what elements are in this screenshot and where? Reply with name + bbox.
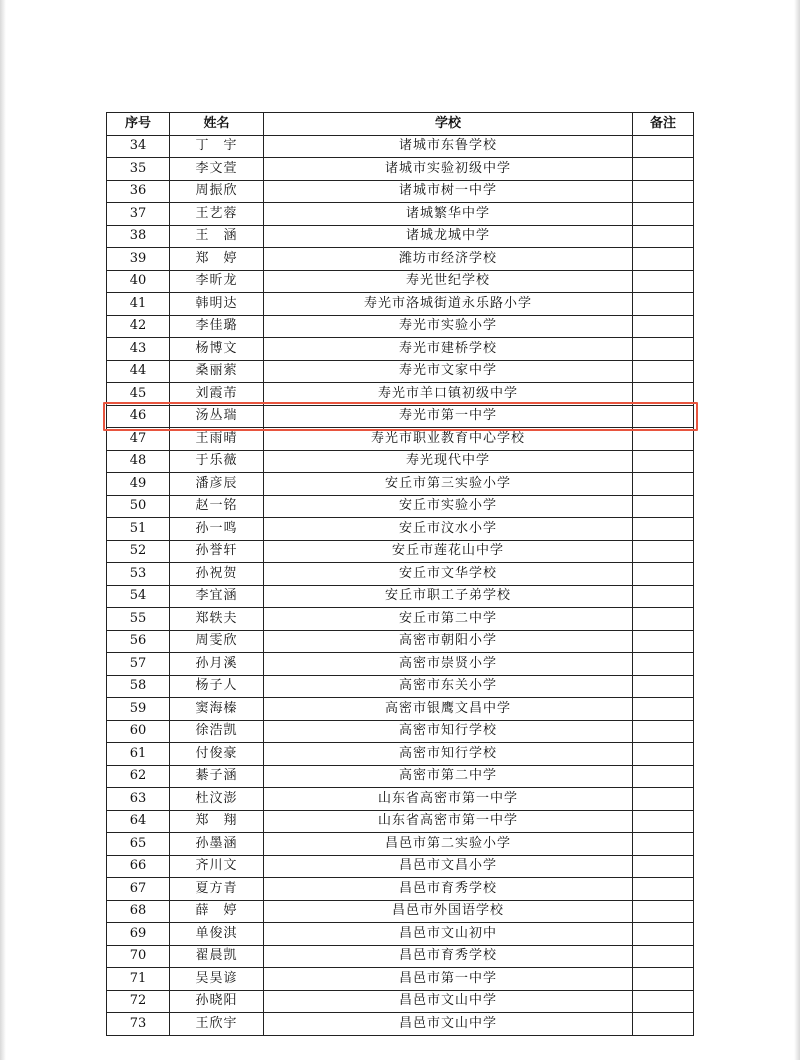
row-note <box>633 698 694 721</box>
row-note <box>633 878 694 901</box>
row-no: 35 <box>107 158 170 181</box>
row-school: 山东省高密市第一中学 <box>264 788 633 811</box>
row-note <box>633 743 694 766</box>
row-note <box>633 855 694 878</box>
row-note <box>633 360 694 383</box>
row-name: 窦海榛 <box>170 698 264 721</box>
row-note <box>633 473 694 496</box>
row-school: 安丘市职工子弟学校 <box>264 585 633 608</box>
row-note <box>633 180 694 203</box>
table-row <box>107 923 694 946</box>
row-note <box>633 833 694 856</box>
table-row <box>107 900 694 923</box>
row-name: 潘彦辰 <box>170 473 264 496</box>
row-school: 安丘市第二中学 <box>264 608 633 631</box>
row-note <box>633 1013 694 1036</box>
row-note <box>633 450 694 473</box>
row-school: 高密市第二中学 <box>264 765 633 788</box>
table-row <box>107 945 694 968</box>
row-no: 46 <box>107 405 170 428</box>
row-note <box>633 540 694 563</box>
row-school: 诸城龙城中学 <box>264 225 633 248</box>
row-no: 56 <box>107 630 170 653</box>
row-note <box>633 383 694 406</box>
table-row <box>107 608 694 631</box>
row-no: 60 <box>107 720 170 743</box>
row-no: 58 <box>107 675 170 698</box>
table-row <box>107 878 694 901</box>
table-row <box>107 270 694 293</box>
row-note <box>633 270 694 293</box>
roster-body <box>107 135 694 1035</box>
row-no: 64 <box>107 810 170 833</box>
row-note <box>633 135 694 158</box>
row-no: 66 <box>107 855 170 878</box>
table-row <box>107 1013 694 1036</box>
row-name: 单俊淇 <box>170 923 264 946</box>
row-name: 郑 婷 <box>170 248 264 271</box>
row-name: 薛 婷 <box>170 900 264 923</box>
row-name: 孙晓阳 <box>170 990 264 1013</box>
row-note <box>633 585 694 608</box>
row-school: 寿光市实验小学 <box>264 315 633 338</box>
row-no: 65 <box>107 833 170 856</box>
row-name: 李文萱 <box>170 158 264 181</box>
row-name: 王 涵 <box>170 225 264 248</box>
table-row <box>107 563 694 586</box>
table-row <box>107 248 694 271</box>
row-school: 诸城繁华中学 <box>264 203 633 226</box>
row-school: 高密市银鹰文昌中学 <box>264 698 633 721</box>
table-row <box>107 495 694 518</box>
row-name: 周雯欣 <box>170 630 264 653</box>
table-row <box>107 158 694 181</box>
row-school: 高密市东关小学 <box>264 675 633 698</box>
row-note <box>633 923 694 946</box>
row-note <box>633 653 694 676</box>
row-school: 安丘市汶水小学 <box>264 518 633 541</box>
row-school: 寿光市洛城街道永乐路小学 <box>264 293 633 316</box>
row-name: 孙誉轩 <box>170 540 264 563</box>
row-note <box>633 563 694 586</box>
row-note <box>633 608 694 631</box>
row-school: 高密市知行学校 <box>264 743 633 766</box>
row-no: 42 <box>107 315 170 338</box>
row-school: 昌邑市文山中学 <box>264 990 633 1013</box>
row-note <box>633 158 694 181</box>
row-name: 付俊豪 <box>170 743 264 766</box>
row-no: 69 <box>107 923 170 946</box>
row-note <box>633 765 694 788</box>
table-row <box>107 405 694 428</box>
row-no: 34 <box>107 135 170 158</box>
row-no: 73 <box>107 1013 170 1036</box>
row-name: 徐浩凯 <box>170 720 264 743</box>
row-no: 44 <box>107 360 170 383</box>
row-school: 寿光现代中学 <box>264 450 633 473</box>
row-school: 潍坊市经济学校 <box>264 248 633 271</box>
row-note <box>633 900 694 923</box>
row-name: 杨博文 <box>170 338 264 361</box>
table-row <box>107 968 694 991</box>
row-note <box>633 990 694 1013</box>
row-no: 71 <box>107 968 170 991</box>
row-note <box>633 293 694 316</box>
row-name: 李宜涵 <box>170 585 264 608</box>
row-no: 37 <box>107 203 170 226</box>
row-no: 62 <box>107 765 170 788</box>
row-no: 48 <box>107 450 170 473</box>
row-no: 45 <box>107 383 170 406</box>
row-name: 王艺蓉 <box>170 203 264 226</box>
table-row <box>107 698 694 721</box>
row-note <box>633 788 694 811</box>
row-school: 寿光市第一中学 <box>264 405 633 428</box>
row-note <box>633 495 694 518</box>
row-no: 70 <box>107 945 170 968</box>
row-school: 昌邑市外国语学校 <box>264 900 633 923</box>
header-name: 姓名 <box>170 113 264 136</box>
row-note <box>633 810 694 833</box>
row-name: 杨子人 <box>170 675 264 698</box>
row-name: 翟晨凯 <box>170 945 264 968</box>
row-note <box>633 630 694 653</box>
row-school: 昌邑市第二实验小学 <box>264 833 633 856</box>
table-row <box>107 383 694 406</box>
row-no: 36 <box>107 180 170 203</box>
row-name: 杜汶澎 <box>170 788 264 811</box>
row-note <box>633 518 694 541</box>
page-shadow-left <box>0 0 6 1060</box>
table-row <box>107 855 694 878</box>
row-no: 55 <box>107 608 170 631</box>
row-name: 孙一鸣 <box>170 518 264 541</box>
row-name: 孙墨涵 <box>170 833 264 856</box>
row-name: 孙月溪 <box>170 653 264 676</box>
row-name: 李昕龙 <box>170 270 264 293</box>
table-row <box>107 450 694 473</box>
row-no: 72 <box>107 990 170 1013</box>
row-school: 诸城市树一中学 <box>264 180 633 203</box>
row-school: 昌邑市文昌小学 <box>264 855 633 878</box>
table-row <box>107 518 694 541</box>
row-no: 51 <box>107 518 170 541</box>
table-row <box>107 720 694 743</box>
row-name: 李佳璐 <box>170 315 264 338</box>
row-note <box>633 248 694 271</box>
row-no: 50 <box>107 495 170 518</box>
row-school: 高密市朝阳小学 <box>264 630 633 653</box>
row-name: 赵一铭 <box>170 495 264 518</box>
roster-table <box>106 112 694 1036</box>
row-name: 吴昊谚 <box>170 968 264 991</box>
header-school: 学校 <box>264 113 633 136</box>
row-school: 昌邑市育秀学校 <box>264 878 633 901</box>
row-note <box>633 968 694 991</box>
row-school: 寿光世纪学校 <box>264 270 633 293</box>
row-school: 诸城市实验初级中学 <box>264 158 633 181</box>
table-row <box>107 293 694 316</box>
row-name: 綦子涵 <box>170 765 264 788</box>
row-school: 昌邑市第一中学 <box>264 968 633 991</box>
table-row <box>107 428 694 451</box>
row-school: 寿光市文家中学 <box>264 360 633 383</box>
row-school: 昌邑市文山中学 <box>264 1013 633 1036</box>
row-name: 郑 翔 <box>170 810 264 833</box>
row-name: 于乐薇 <box>170 450 264 473</box>
row-no: 67 <box>107 878 170 901</box>
row-school: 寿光市建桥学校 <box>264 338 633 361</box>
row-name: 桑丽萦 <box>170 360 264 383</box>
row-note <box>633 675 694 698</box>
row-note <box>633 720 694 743</box>
row-name: 汤丛瑞 <box>170 405 264 428</box>
row-name: 郑轶夫 <box>170 608 264 631</box>
table-row <box>107 810 694 833</box>
row-note <box>633 315 694 338</box>
table-row <box>107 315 694 338</box>
row-no: 39 <box>107 248 170 271</box>
row-no: 38 <box>107 225 170 248</box>
row-no: 43 <box>107 338 170 361</box>
table-row <box>107 585 694 608</box>
row-no: 49 <box>107 473 170 496</box>
roster-sheet <box>106 112 693 1036</box>
row-name: 周振欣 <box>170 180 264 203</box>
row-note <box>633 338 694 361</box>
row-name: 夏方青 <box>170 878 264 901</box>
page-shadow-right <box>794 0 800 1060</box>
row-name: 刘霞芾 <box>170 383 264 406</box>
table-row <box>107 788 694 811</box>
row-school: 安丘市莲花山中学 <box>264 540 633 563</box>
row-school: 高密市崇贤小学 <box>264 653 633 676</box>
row-note <box>633 945 694 968</box>
row-no: 47 <box>107 428 170 451</box>
row-school: 高密市知行学校 <box>264 720 633 743</box>
row-no: 57 <box>107 653 170 676</box>
header-note: 备注 <box>633 113 694 136</box>
table-row <box>107 338 694 361</box>
table-row <box>107 473 694 496</box>
row-name: 王欣宇 <box>170 1013 264 1036</box>
row-school: 昌邑市育秀学校 <box>264 945 633 968</box>
row-school: 安丘市文华学校 <box>264 563 633 586</box>
row-school: 安丘市实验小学 <box>264 495 633 518</box>
row-no: 53 <box>107 563 170 586</box>
row-school: 昌邑市文山初中 <box>264 923 633 946</box>
table-row <box>107 675 694 698</box>
row-school: 寿光市职业教育中心学校 <box>264 428 633 451</box>
row-name: 韩明达 <box>170 293 264 316</box>
row-name: 丁 宇 <box>170 135 264 158</box>
table-row <box>107 630 694 653</box>
table-row <box>107 225 694 248</box>
row-no: 54 <box>107 585 170 608</box>
row-note <box>633 203 694 226</box>
table-row <box>107 765 694 788</box>
table-row <box>107 743 694 766</box>
table-row <box>107 653 694 676</box>
row-school: 寿光市羊口镇初级中学 <box>264 383 633 406</box>
row-school: 山东省高密市第一中学 <box>264 810 633 833</box>
row-school: 诸城市东鲁学校 <box>264 135 633 158</box>
row-no: 59 <box>107 698 170 721</box>
row-name: 王雨晴 <box>170 428 264 451</box>
row-no: 63 <box>107 788 170 811</box>
row-note <box>633 225 694 248</box>
table-row <box>107 833 694 856</box>
table-row <box>107 180 694 203</box>
row-note <box>633 405 694 428</box>
row-school: 安丘市第三实验小学 <box>264 473 633 496</box>
header-no: 序号 <box>107 113 170 136</box>
row-note <box>633 428 694 451</box>
row-no: 61 <box>107 743 170 766</box>
row-name: 齐川文 <box>170 855 264 878</box>
table-row <box>107 990 694 1013</box>
row-no: 40 <box>107 270 170 293</box>
header-row <box>107 113 694 136</box>
row-no: 68 <box>107 900 170 923</box>
table-row <box>107 540 694 563</box>
row-no: 41 <box>107 293 170 316</box>
table-row <box>107 360 694 383</box>
table-row <box>107 135 694 158</box>
row-name: 孙祝贺 <box>170 563 264 586</box>
table-row <box>107 203 694 226</box>
row-no: 52 <box>107 540 170 563</box>
